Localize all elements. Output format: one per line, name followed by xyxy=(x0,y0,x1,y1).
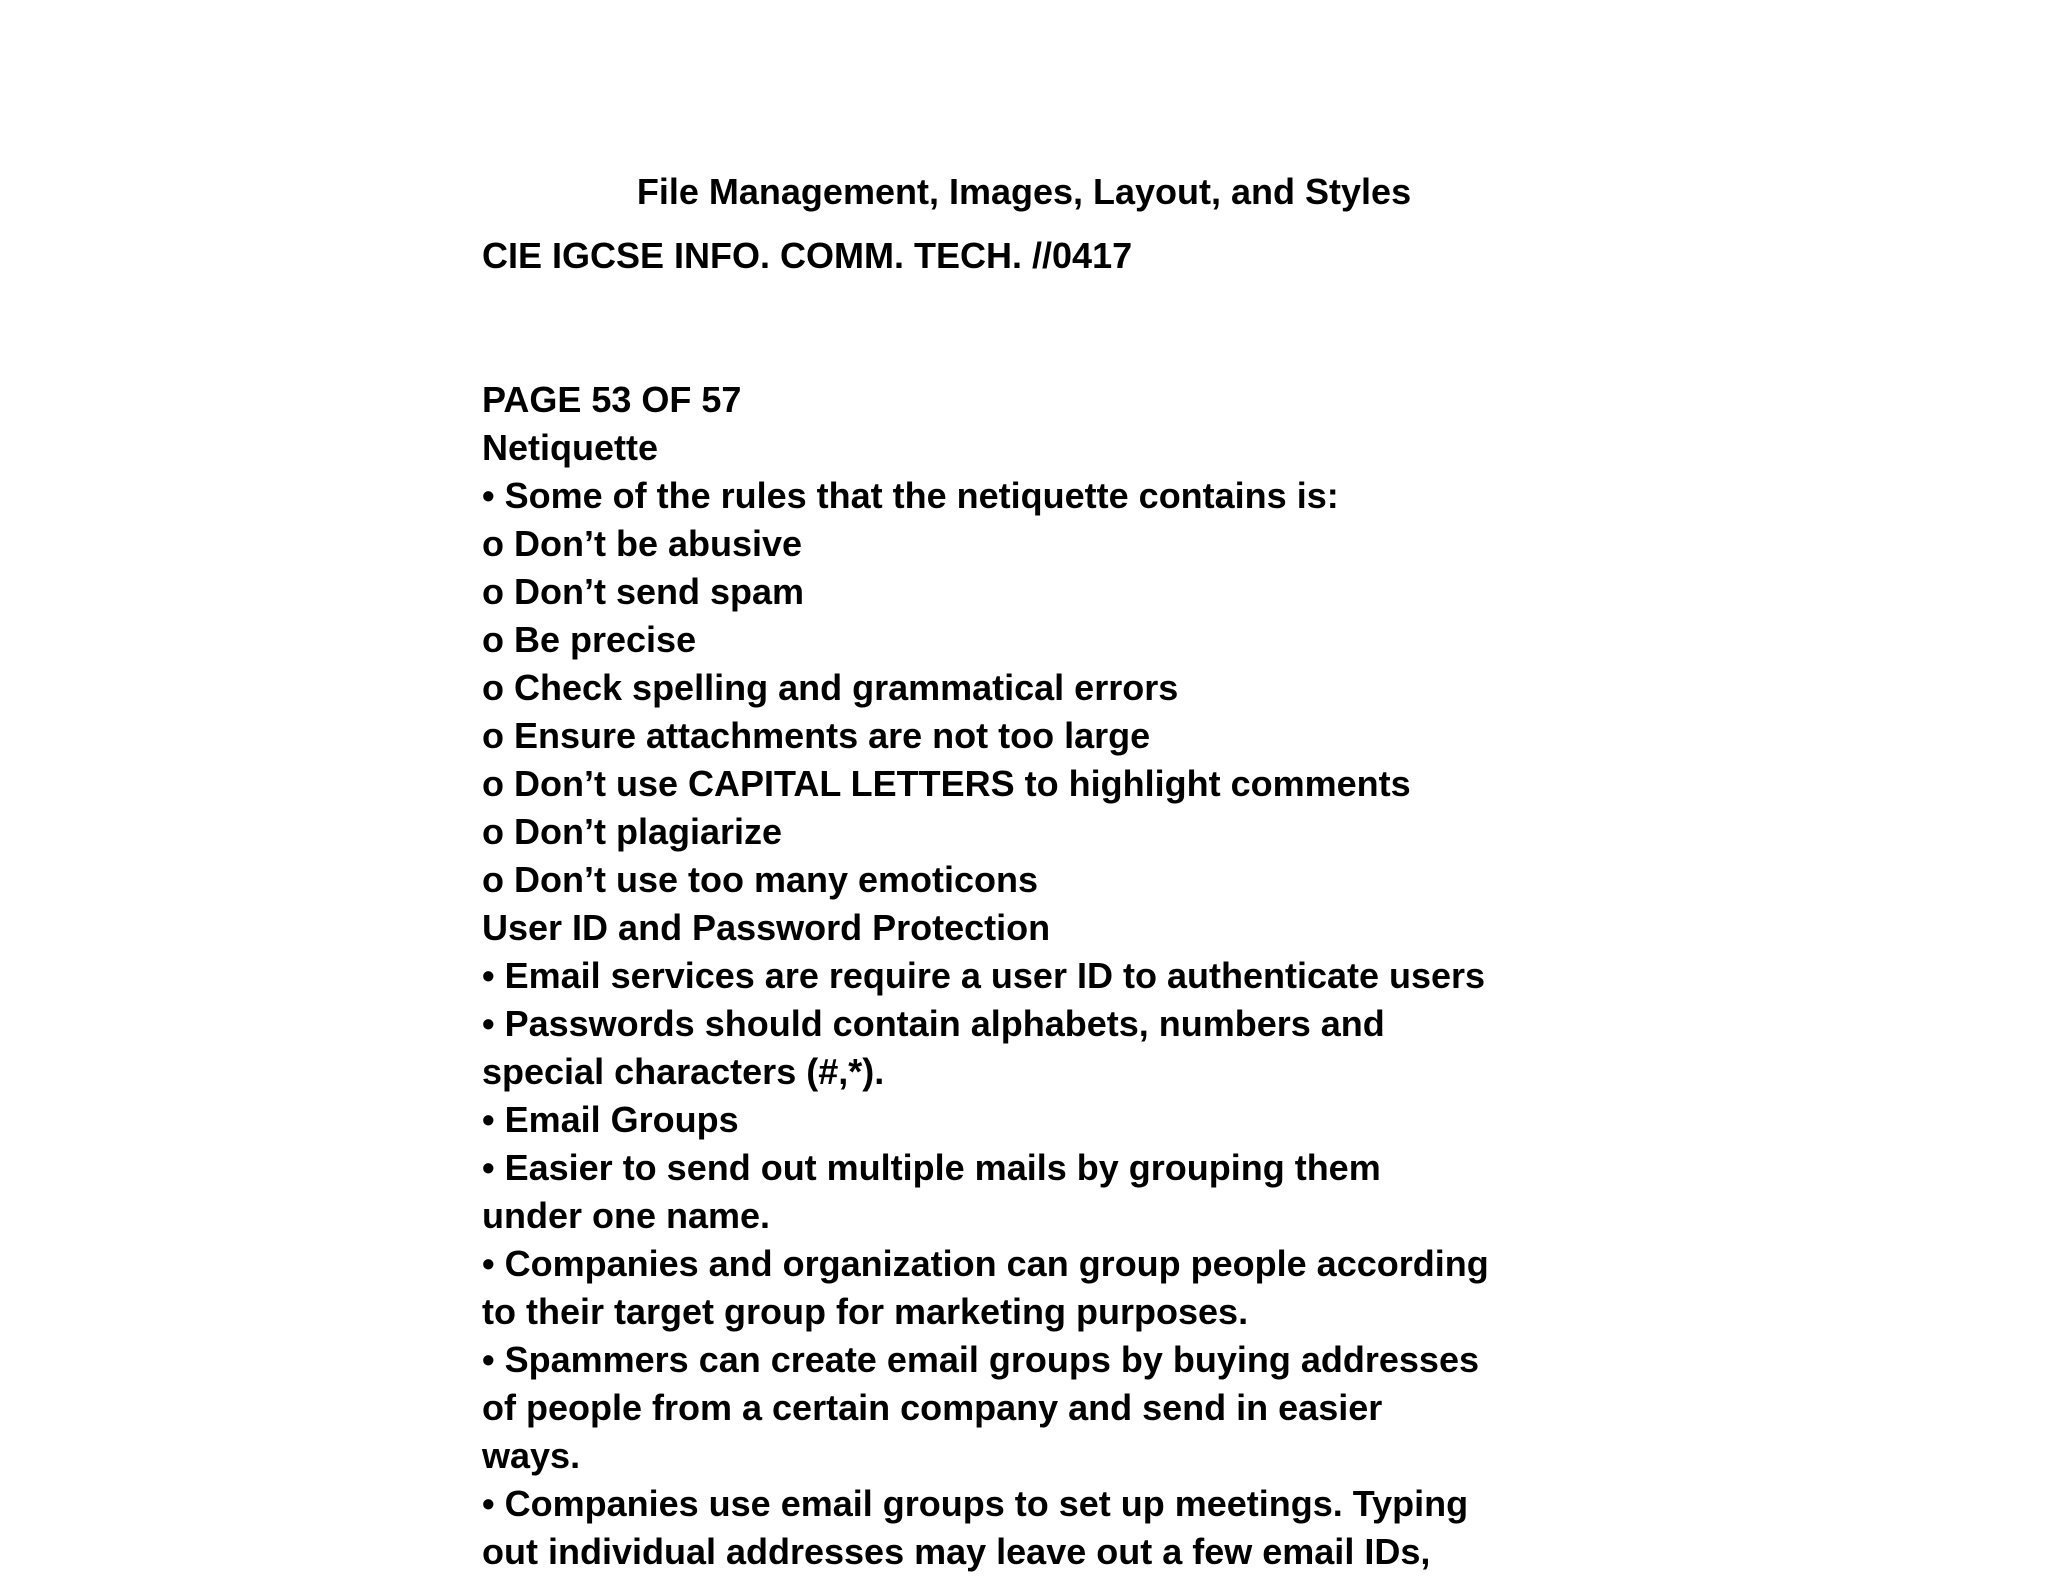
section-heading-netiquette: Netiquette xyxy=(482,427,659,468)
bullet-item: • Email services are require a user ID to authenticate users xyxy=(482,955,1486,996)
sub-bullet-item: o Don’t use too many emoticons xyxy=(482,859,1039,900)
bullet-item-continuation: of people from a certain company and send in easier xyxy=(482,1387,1383,1428)
sub-bullet-item: o Don’t use CAPITAL LETTERS to highlight comments xyxy=(482,763,1411,804)
bullet-item-continuation: to their target group for marketing purposes. xyxy=(482,1291,1249,1332)
bullet-item: • Email Groups xyxy=(482,1099,739,1140)
bullet-item-continuation: ways. xyxy=(482,1435,581,1476)
sub-bullet-item: o Ensure attachments are not too large xyxy=(482,715,1151,756)
bullet-item-continuation: under one name. xyxy=(482,1195,771,1236)
bullet-item: • Spammers can create email groups by buying addresses xyxy=(482,1339,1479,1380)
sub-bullet-item: o Be precise xyxy=(482,619,697,660)
document-header-title: File Management, Images, Layout, and Styles xyxy=(636,171,1412,212)
page-number: PAGE 53 OF 57 xyxy=(482,379,742,420)
bullet-item-continuation: special characters (#,*). xyxy=(482,1051,885,1092)
document-body xyxy=(482,376,1489,1576)
section-heading-user-id: User ID and Password Protection xyxy=(482,907,1051,948)
sub-bullet-item: o Check spelling and grammatical errors xyxy=(482,667,1179,708)
bullet-item: • Passwords should contain alphabets, numbers and xyxy=(482,1003,1385,1044)
sub-bullet-item: o Don’t plagiarize xyxy=(482,811,783,852)
course-subtitle: CIE IGCSE INFO. COMM. TECH. //0417 xyxy=(482,235,1133,276)
sub-bullet-item: o Don’t be abusive xyxy=(482,523,803,564)
bullet-item: • Companies use email groups to set up meetings. Typing xyxy=(482,1483,1469,1524)
sub-bullet-item: o Don’t send spam xyxy=(482,571,805,612)
bullet-item-continuation: out individual addresses may leave out a few email IDs, xyxy=(482,1531,1431,1572)
bullet-item: • Easier to send out multiple mails by grouping them xyxy=(482,1147,1381,1188)
bullet-item: • Some of the rules that the netiquette contains is: xyxy=(482,475,1339,516)
bullet-item: • Companies and organization can group people according xyxy=(482,1243,1489,1284)
